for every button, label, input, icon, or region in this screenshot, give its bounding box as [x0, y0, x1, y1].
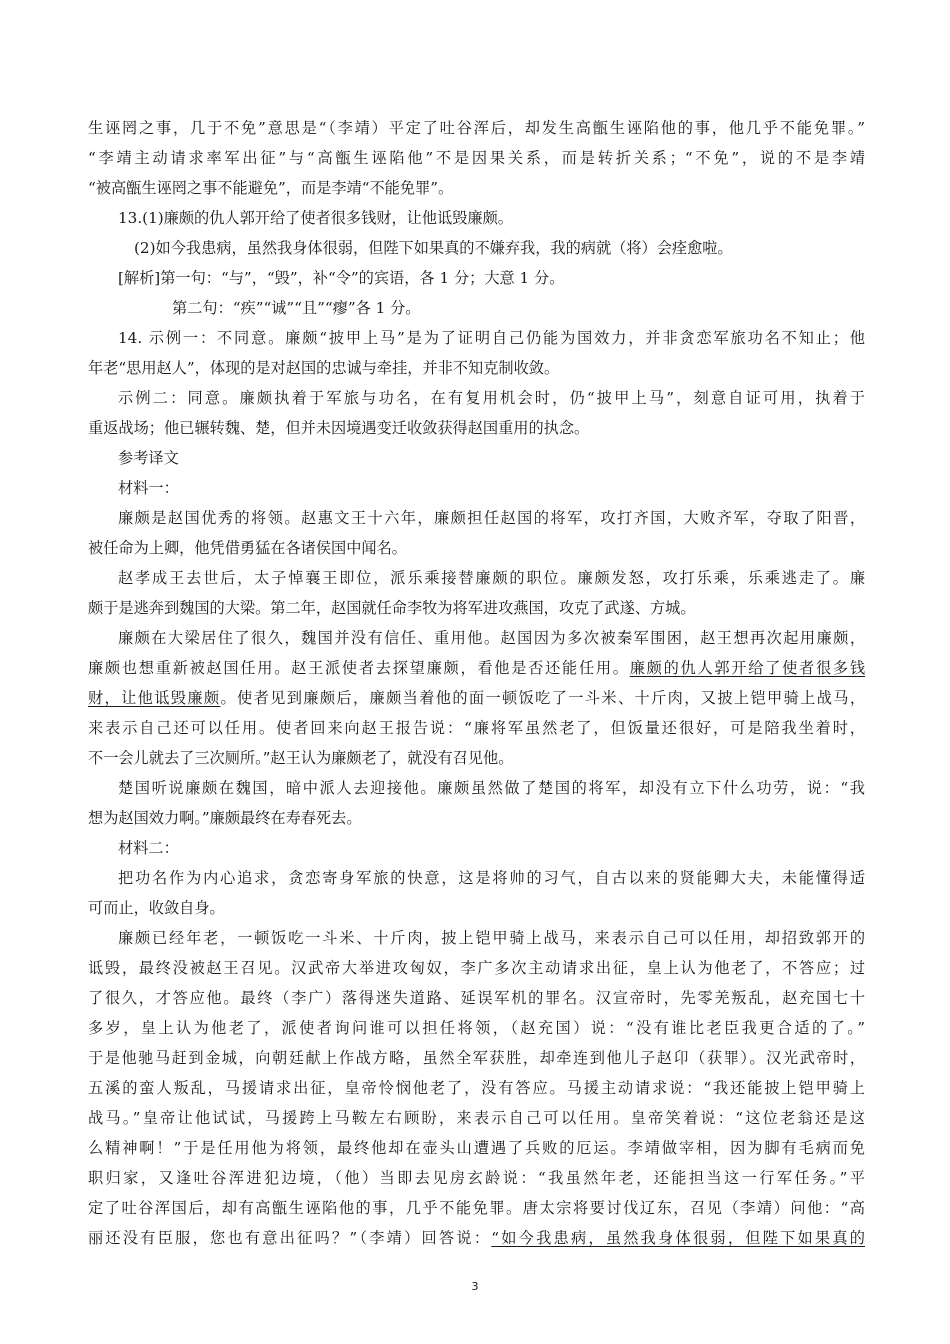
text-line	[88, 148, 865, 168]
text-line	[88, 418, 589, 438]
text-line	[118, 448, 179, 468]
text-line	[118, 478, 179, 498]
line-text: 多岁，皇上认为他老了，派使者询问谁可以担任将领，（赵充国）说：“没有谁比老臣我更合适的了。”	[88, 1019, 865, 1037]
text-line	[118, 208, 513, 228]
line-text: “李靖主动请求率军出征”与“高甑生诬陷他”不是因果关系，而是转折关系；“不免”，说的不是李靖	[88, 149, 865, 167]
underlined-text: 财，让他诋毁廉颇	[88, 689, 221, 707]
line-text: 示例二：同意。廉颇执着于军旅与功名，在有复用机会时，仍“披甲上马”，刻意自证可用，执着于	[118, 389, 865, 407]
line-text: 。使者见到廉颇后，廉颇当着他的面一顿饭吃了一斗米、十斤肉，又披上铠甲骑上战马，	[220, 689, 866, 707]
text-line	[118, 388, 865, 408]
line-text: 么精神啊！”于是任用他为将领，最终他却在壶头山遭遇了兵败的厄运。李靖做宰相，因为脚有毛病而免	[88, 1139, 865, 1157]
line-text: 廉颇在大梁居住了很久，魏国并没有信任、重用他。赵国因为多次被秦军围困，赵王想再次起用廉颇，	[118, 629, 865, 647]
line-text: 想为赵国效力啊。”廉颇最终在寿春死去。	[88, 809, 362, 827]
text-line	[118, 328, 865, 348]
text-line	[88, 1018, 865, 1038]
line-text: [解析]第一句：“与”，“毁”，补“令”的宾语，各 1 分；大意 1 分。	[118, 269, 565, 287]
text-line	[172, 298, 421, 318]
line-text: 廉颇也想重新被赵国任用。赵王派使者去探望廉颇，看他是否还能任用。	[88, 659, 630, 677]
text-line	[118, 778, 865, 798]
line-text: “被高甑生诬罔之事不能避免”，而是李靖“不能免罪”。	[88, 179, 454, 197]
text-line	[118, 928, 865, 948]
text-line	[88, 1108, 865, 1128]
line-text: (2)如今我患病，虽然我身体很弱，但陛下如果真的不嫌弃我，我的病就（将）会痊愈啦。	[134, 239, 733, 257]
text-line	[88, 748, 513, 768]
line-text: 年老“思用赵人”，体现的是对赵国的忠诚与牵挂，并非不知克制收敛。	[88, 359, 560, 377]
line-text: 参考译文	[118, 449, 179, 467]
line-text: 可而止，收敛自身。	[88, 899, 225, 917]
line-text: 楚国听说廉颇在魏国，暗中派人去迎接他。廉颇虽然做了楚国的将军，却没有立下什么功劳，说：“我	[118, 779, 865, 797]
text-line	[88, 718, 865, 738]
text-line	[118, 568, 865, 588]
line-text: 13.(1)廉颇的仇人郭开给了使者很多钱财，让他诋毁廉颇。	[118, 209, 513, 227]
line-text: 了很久，才答应他。最终（李广）落得迷失道路、延误军机的罪名。汉宣帝时，先零羌叛乱，赵充国七十	[88, 989, 865, 1007]
line-text: 重返战场；他已辗转魏、楚，但并未因境遇变迁收敛获得赵国重用的执念。	[88, 419, 590, 437]
line-text: 廉颇已经年老，一顿饭吃一斗米、十斤肉，披上铠甲骑上战马，来表示自己可以任用，却招致郭开的	[118, 929, 865, 947]
line-text: 来表示自己还可以任用。使者回来向赵王报告说：“廉将军虽然老了，但饭量还很好，可是陪我坐着时，	[88, 719, 865, 737]
text-line	[88, 808, 362, 828]
text-line	[118, 868, 865, 888]
text-line	[88, 1048, 865, 1068]
line-text: 把功名作为内心追求，贪恋寄身军旅的快意，这是将帅的习气，自古以来的贤能卿大夫，未能懂得适	[118, 869, 865, 887]
line-text: 职归家，又逢吐谷浑进犯边境，（他）当即去见房玄龄说：“我虽然年老，还能担当这一行军任务。”平	[88, 1169, 865, 1187]
line-text: 赵孝成王去世后，太子悼襄王即位，派乐乘接替廉颇的职位。廉颇发怒，攻打乐乘，乐乘逃走了。廉	[118, 569, 865, 587]
line-text: 战马。”皇帝让他试试，马援跨上马鞍左右顾盼，来表示自己可以任用。皇帝笑着说：“这位老翁还是这	[88, 1109, 865, 1127]
text-line	[88, 1198, 865, 1218]
line-text: 于是他驰马赶到金城，向朝廷献上作战方略，虽然全军获胜，却牵连到他儿子赵卬（获罪）。汉光武帝时，	[88, 1049, 865, 1067]
text-line	[88, 1228, 865, 1248]
text-line	[118, 508, 865, 528]
line-text: 材料二：	[118, 839, 179, 857]
text-line	[88, 358, 559, 378]
text-line	[88, 538, 407, 558]
text-line	[88, 118, 865, 138]
line-text: 材料一：	[118, 479, 179, 497]
line-text: 生诬罔之事，几于不免”意思是“（李靖）平定了吐谷浑后，却发生高甑生诬陷他的事，他几乎不能免罪。”	[88, 119, 865, 137]
line-text: 被任命为上卿，他凭借勇猛在各诸侯国中闻名。	[88, 539, 407, 557]
line-text: 颇于是逃奔到魏国的大梁。第二年，赵国就任命李牧为将军进攻燕国，攻克了武遂、方城。	[88, 599, 696, 617]
text-line	[88, 1168, 865, 1188]
text-line	[88, 958, 865, 978]
underlined-text: “如今我患病，虽然我身体很弱，但陛下如果真的	[491, 1229, 865, 1247]
line-text: 五溪的蛮人叛乱，马援请求出征，皇帝怜悯他老了，没有答应。马援主动请求说：“我还能披上铠甲骑上	[88, 1079, 865, 1097]
page-number: 3	[471, 1280, 479, 1293]
line-text: 第二句：“疾”“诚”“且”“瘳”各 1 分。	[172, 299, 421, 317]
text-line	[118, 628, 865, 648]
text-line	[88, 688, 865, 708]
text-line	[118, 838, 179, 858]
line-text: 14. 示例一：不同意。廉颇“披甲上马”是为了证明自己仍能为国效力，并非贪恋军旅功名不知止；他	[118, 329, 865, 347]
text-line	[134, 238, 733, 258]
text-line	[118, 268, 564, 288]
underlined-text: 廉颇的仇人郭开给了使者很多钱	[629, 659, 866, 677]
text-line	[88, 598, 696, 618]
text-line	[88, 898, 225, 918]
line-text: 丽还没有臣服，您也有意出征吗？”（李靖）回答说：	[88, 1229, 492, 1247]
line-text: 定了吐谷浑国后，却有高甑生诬陷他的事，几乎不能免罪。唐太宗将要讨伐辽东，召见（李靖）问他：“高	[88, 1199, 865, 1217]
text-line	[88, 178, 453, 198]
line-text: 诋毁，最终没被赵王召见。汉武帝大举进攻匈奴，李广多次主动请求出征，皇上认为他老了，不答应；过	[88, 959, 865, 977]
text-line	[88, 1138, 865, 1158]
text-line	[88, 1078, 865, 1098]
text-line	[88, 658, 865, 678]
line-text: 不一会儿就去了三次厕所。”赵王认为廉颇老了，就没有召见他。	[88, 749, 514, 767]
line-text: 廉颇是赵国优秀的将领。赵惠文王十六年，廉颇担任赵国的将军，攻打齐国，大败齐军，夺取了阳晋，	[118, 509, 865, 527]
text-line	[88, 988, 865, 1008]
